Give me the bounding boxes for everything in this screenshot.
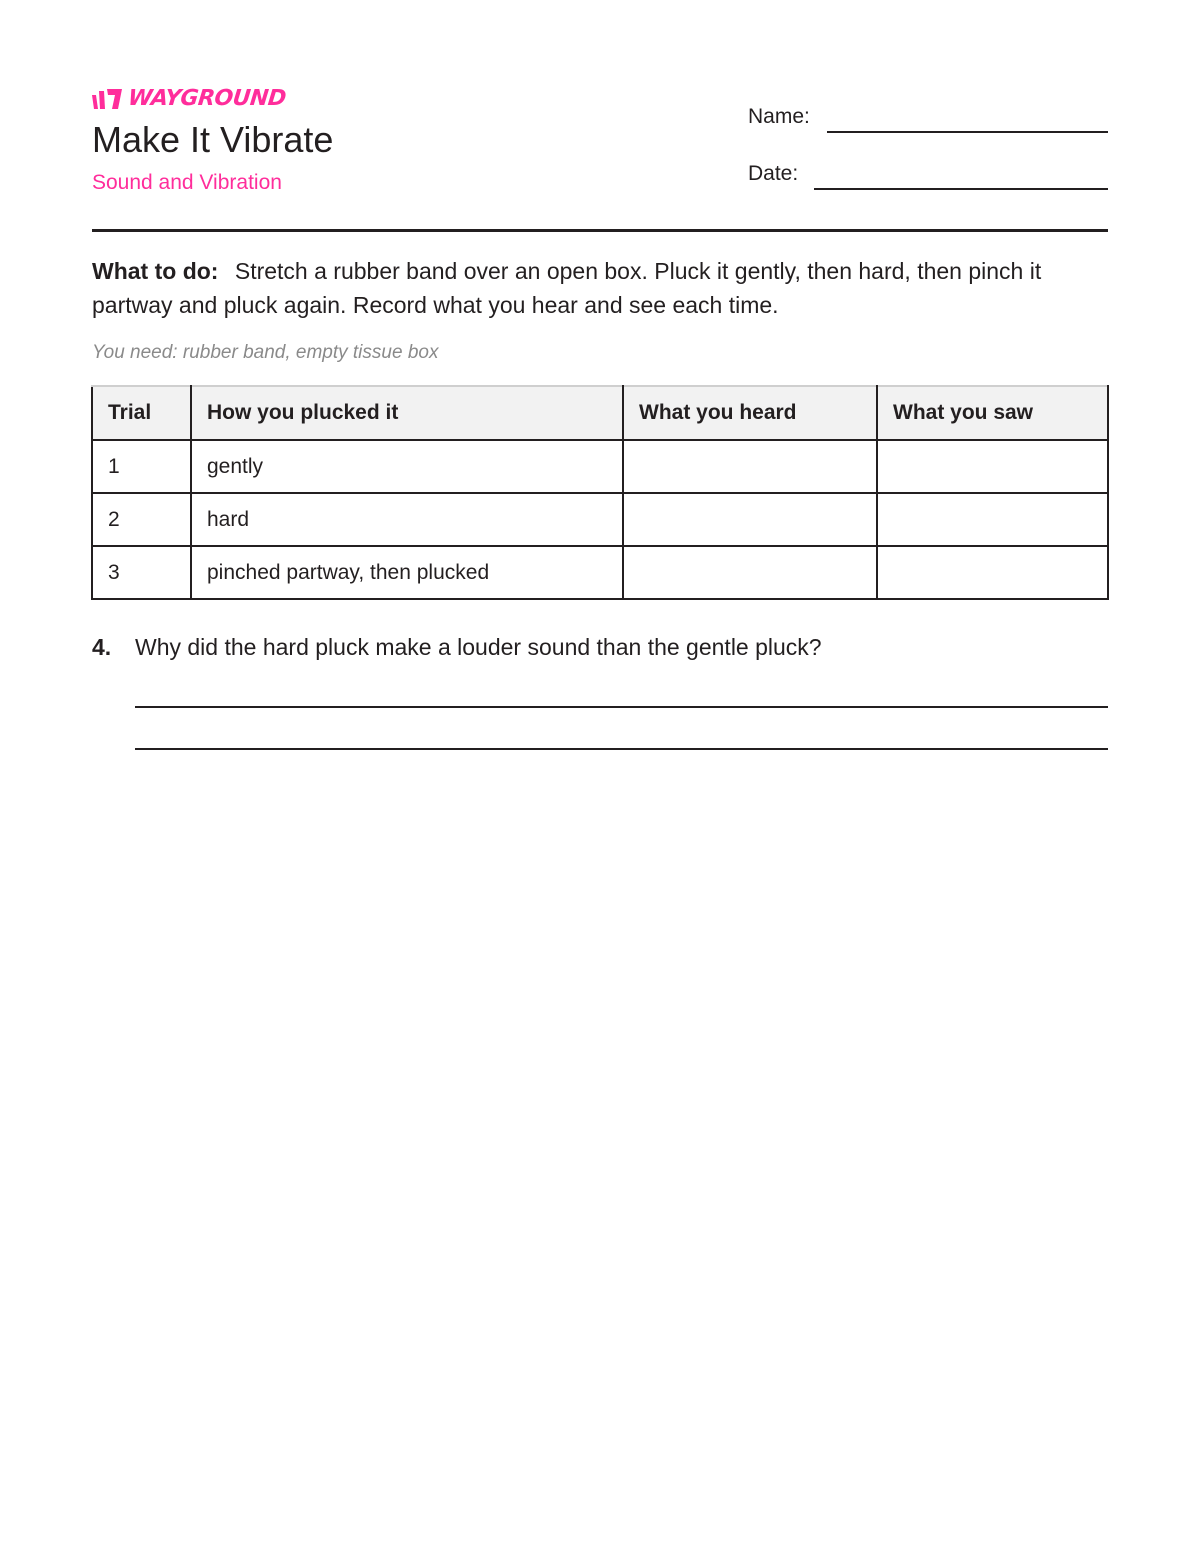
answer-line[interactable] xyxy=(135,748,1108,750)
saw-answer-cell[interactable] xyxy=(877,493,1108,546)
question-text: Why did the hard pluck make a louder sound than the gentle pluck? xyxy=(135,634,822,660)
column-header-method: How you plucked it xyxy=(191,386,623,440)
wayground-logo-icon xyxy=(92,87,124,111)
date-field-line[interactable] xyxy=(814,188,1108,190)
worksheet-subtitle: Sound and Vibration xyxy=(92,171,282,194)
question-number: 4. xyxy=(92,634,112,660)
instructions-text: Stretch a rubber band over an open box. Pluck it gently, then hard, then pinch it partway and pluck again. Record what you hear and see each time. xyxy=(92,258,1042,318)
method-cell: pinched partway, then plucked xyxy=(191,546,623,599)
trial-number-cell: 1 xyxy=(92,440,191,493)
table-row xyxy=(92,493,1108,546)
trial-number-cell: 2 xyxy=(92,493,191,546)
name-field-line[interactable] xyxy=(827,131,1108,133)
observation-table xyxy=(91,385,1109,600)
method-cell: hard xyxy=(191,493,623,546)
trial-number-cell: 3 xyxy=(92,546,191,599)
heard-answer-cell[interactable] xyxy=(623,493,877,546)
table-row xyxy=(92,440,1108,493)
heard-answer-cell[interactable] xyxy=(623,440,877,493)
table-row xyxy=(92,546,1108,599)
materials-note: You need: rubber band, empty tissue box xyxy=(92,342,439,363)
instructions xyxy=(92,254,1108,322)
brand-logo xyxy=(92,86,286,112)
column-header-trial: Trial xyxy=(92,386,191,440)
method-cell: gently xyxy=(191,440,623,493)
answer-line[interactable] xyxy=(135,706,1108,708)
column-header-heard: What you heard xyxy=(623,386,877,440)
saw-answer-cell[interactable] xyxy=(877,546,1108,599)
table-header-row xyxy=(92,386,1108,440)
date-label: Date: xyxy=(748,162,799,185)
column-header-saw: What you saw xyxy=(877,386,1108,440)
name-label: Name: xyxy=(748,105,810,128)
instructions-lead: What to do: xyxy=(92,258,219,284)
brand-logo-text: WAYGROUND xyxy=(126,86,288,111)
saw-answer-cell[interactable] xyxy=(877,440,1108,493)
header-divider xyxy=(92,229,1108,232)
worksheet-title: Make It Vibrate xyxy=(92,119,334,160)
heard-answer-cell[interactable] xyxy=(623,546,877,599)
